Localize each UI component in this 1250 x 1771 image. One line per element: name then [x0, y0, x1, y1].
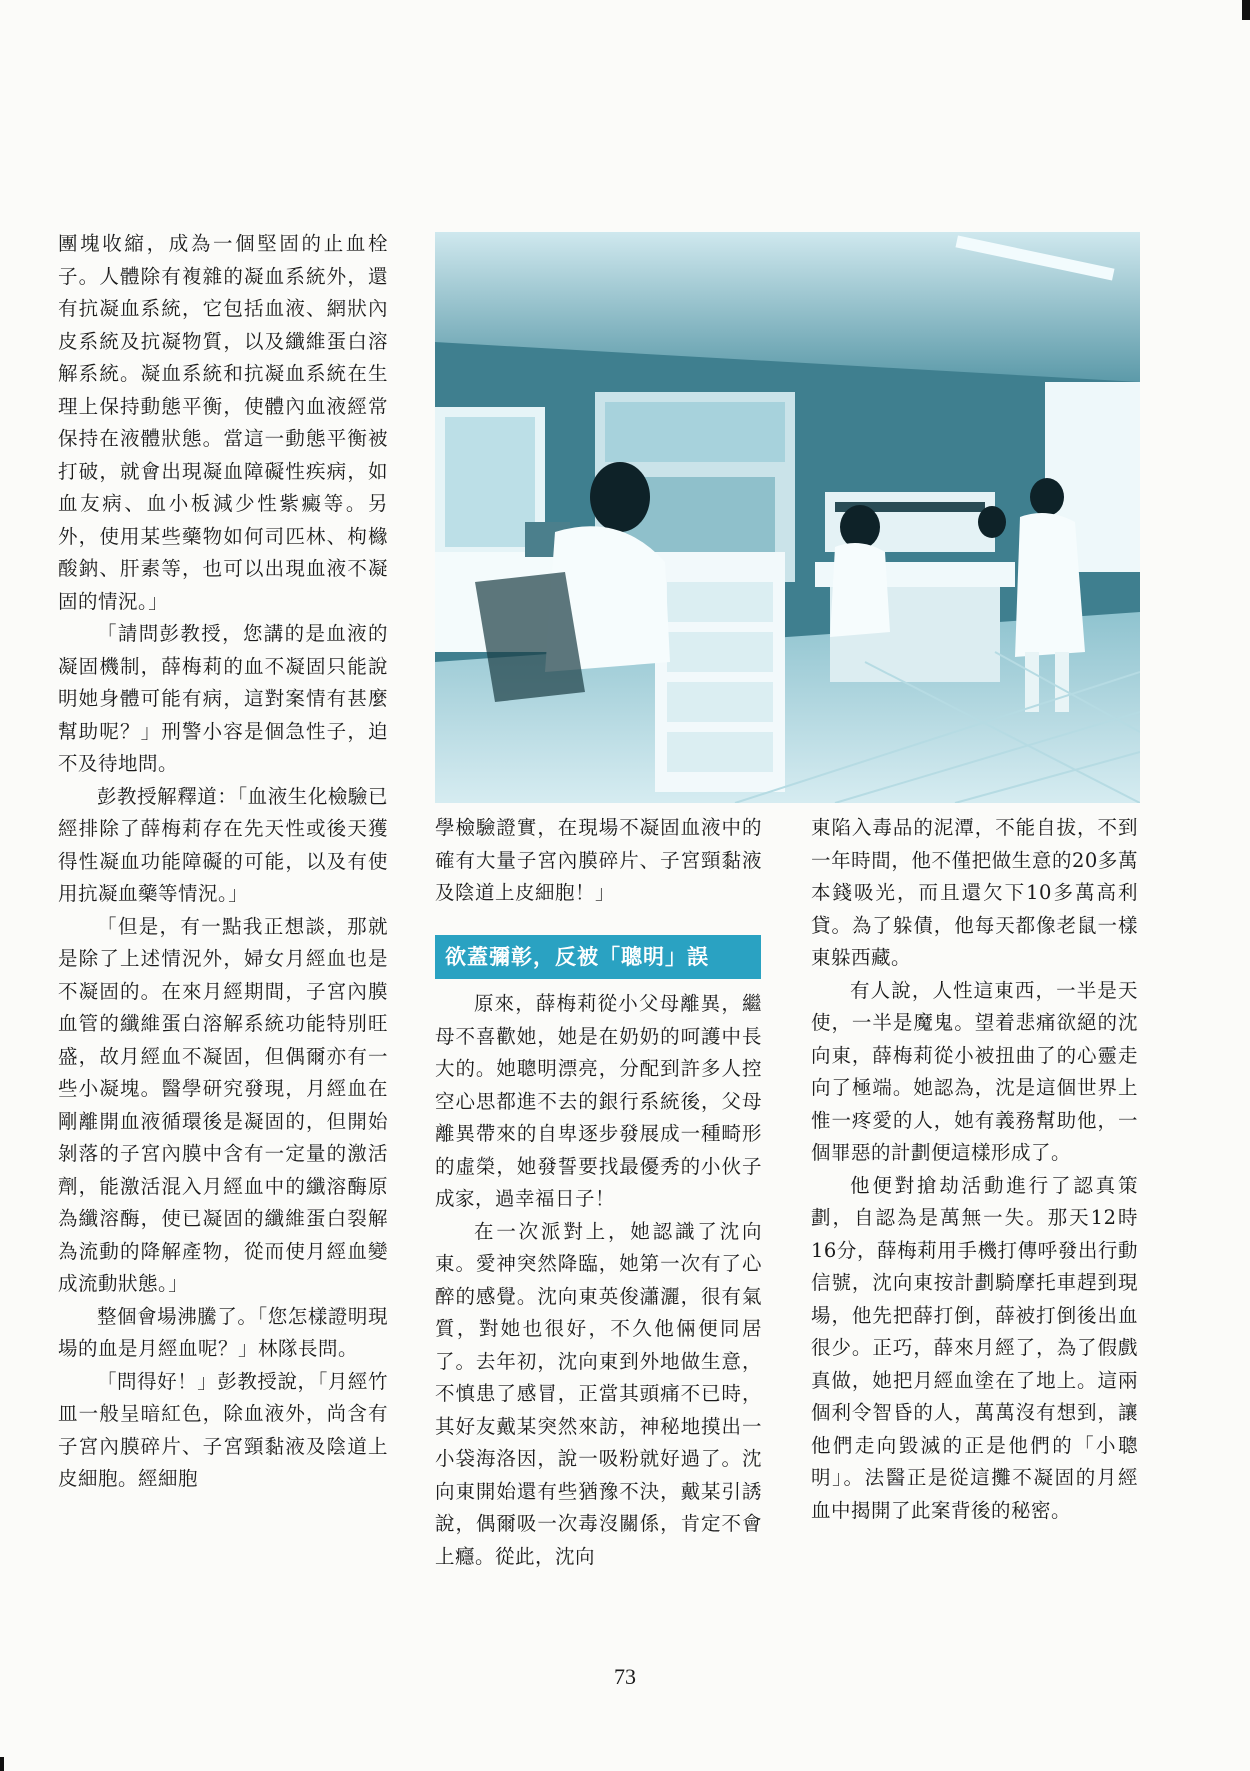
paragraph: 學檢驗證實，在現場不凝固血液中的確有大量子宮內膜碎片、子宮頸黏液及陰道上皮細胞！」	[435, 816, 762, 904]
paragraph: 「但是，有一點我正想談，那就是除了上述情況外，婦女月經血也是不凝固的。在來月經期間，子宮內膜血管的纖維蛋白溶解系統功能特別旺盛，故月經血不凝固，但偶爾亦有一些小凝塊。醫學研究發現，月經血在剛離開血液循環後是凝固的，但開始剝落的子宮內膜中含有一定量的激活劑，能激活混入月經血中的纖溶酶原為纖溶酶，使已凝固的纖維蛋白裂解為流動的降解產物，從而使月經血變成流動狀態。」	[58, 914, 388, 1295]
article-column-2	[435, 812, 762, 910]
article-column-3	[811, 812, 1138, 1527]
paragraph: 原來，薛梅莉從小父母離異，繼母不喜歡她，她是在奶奶的呵護中長大的。她聰明漂亮，分配到許多人控空心思都進不去的銀行系統後，父母離異帶來的自卑逐步發展成一種畸形的虛榮，她發誓要找最優秀的小伙子成家，過幸福日子！	[435, 992, 762, 1210]
article-column-2-continued	[435, 988, 762, 1573]
article-column-1	[58, 228, 388, 1496]
paragraph: 東陷入毒品的泥潭，不能自拔，不到一年時間，他不僅把做生意的20多萬本錢吸光，而且還欠下10多萬高利貸。為了躲債，他每天都像老鼠一樣東躲西藏。	[811, 816, 1138, 969]
paragraph: 「請問彭教授，您講的是血液的凝固機制，薛梅莉的血不凝固只能說明她身體可能有病，這對案情有甚麼幫助呢？」刑警小容是個急性子，迫不及待地問。	[58, 622, 388, 775]
paragraph: 彭教授解釋道：「血液生化檢驗已經排除了薛梅莉存在先天性或後天獲得性凝血功能障礙的可能，以及有使用抗凝血藥等情況。」	[58, 784, 388, 905]
crop-mark	[0, 1757, 4, 1771]
paragraph: 「問得好！」彭教授說，「月經竹皿一般呈暗紅色，除血液外，尚含有子宮內膜碎片、子宮頸黏液及陰道上皮細胞。經細胞	[58, 1369, 388, 1490]
paragraph: 有人說，人性這東西，一半是天使，一半是魔鬼。望着悲痛欲絕的沈向東，薛梅莉從小被扭曲了的心靈走向了極端。她認為，沈是這個世界上惟一疼愛的人，她有義務幫助他，一個罪惡的計劃便這樣形成了。	[811, 978, 1138, 1164]
paragraph: 在一次派對上，她認識了沈向東。愛神突然降臨，她第一次有了心醉的感覺。沈向東英俊瀟灑，很有氣質，對她也很好，不久他倆便同居了。去年初，沈向東到外地做生意，不慎患了感冒，正當其頭痛不已時，其好友戴某突然來訪，神秘地摸出一小袋海洛因，說一吸粉就好過了。沈向東開始還有些猶豫不決，戴某引誘說，偶爾吸一次毒沒關係，肯定不會上癮。從此，沈向	[435, 1219, 762, 1568]
paragraph: 他便對搶劫活動進行了認真策劃，自認為是萬無一失。那天12時16分，薛梅莉用手機打傳呼發出行動信號，沈向東按計劃騎摩托車趕到現場，他先把薛打倒，薛被打倒後出血很少。正巧，薛來月經了，為了假戲真做，她把月經血塗在了地上。這兩個利令智昏的人，萬萬沒有想到，讓他們走向毀滅的正是他們的「小聰明」。法醫正是從這攤不凝固的月經血中揭開了此案背後的秘密。	[811, 1173, 1138, 1522]
section-heading: 欲蓋彌彰，反被「聰明」誤	[435, 935, 761, 979]
laboratory-photo	[435, 232, 1140, 803]
crop-mark	[1242, 0, 1250, 20]
paragraph: 團塊收縮，成為一個堅固的止血栓子。人體除有複雜的凝血系統外，還有抗凝血系統，它包括血液、網狀內皮系統及抗凝物質，以及纖維蛋白溶解系統。凝血系統和抗凝血系統在生理上保持動態平衡，使體內血液經常保持在液體狀態。當這一動態平衡被打破，就會出現凝血障礙性疾病，如血友病、血小板減少性紫癜等。另外，使用某些藥物如何司匹林、枸櫞酸鈉、肝素等，也可以出現血液不凝固的情況。」	[58, 232, 388, 613]
page-number: 73	[614, 1664, 636, 1689]
paragraph: 整個會場沸騰了。「您怎樣證明現場的血是月經血呢？」林隊長問。	[58, 1304, 388, 1360]
